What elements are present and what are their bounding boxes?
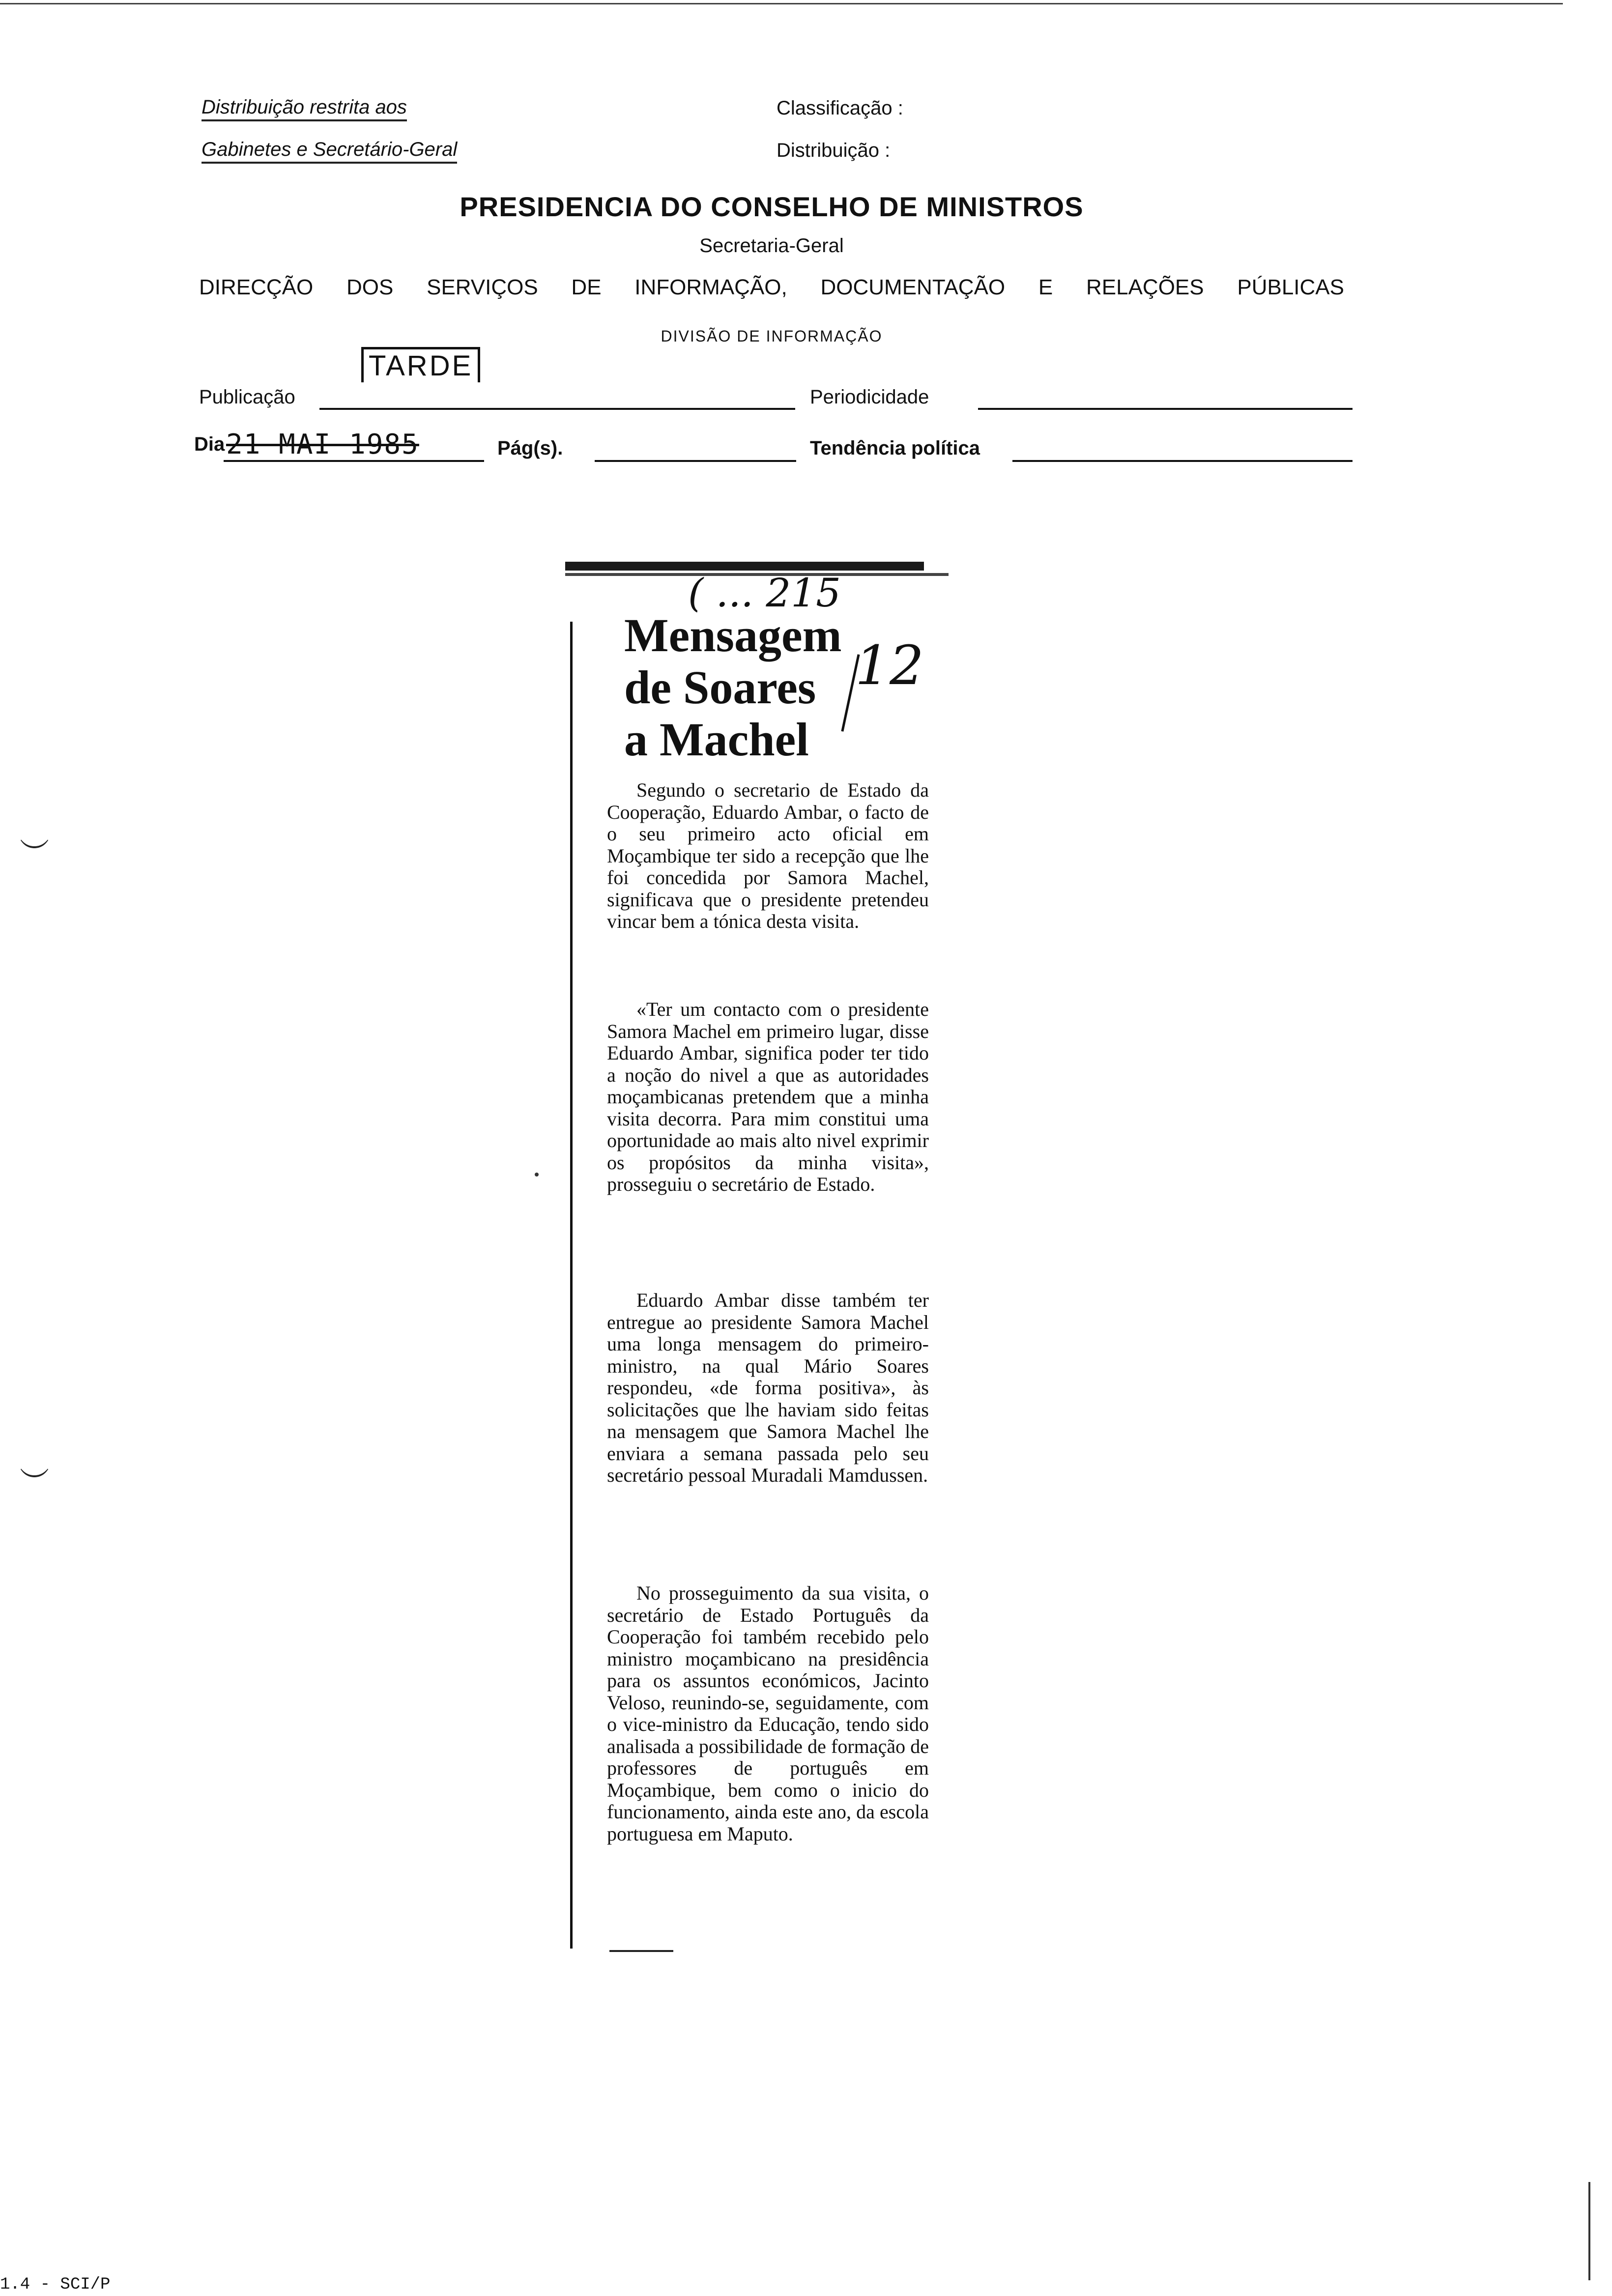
margin-hole-mark-1: ︶ bbox=[20, 837, 49, 871]
direccao-title: DIRECÇÃO DOS SERVIÇOS DE INFORMAÇÃO, DOCUMENTAÇÃO E RELAÇÕES PÚBLICAS bbox=[199, 275, 1344, 299]
dia-label: Dia bbox=[194, 433, 225, 455]
dia-stamp-date: 21 MAI 1985 bbox=[226, 429, 419, 460]
article-paragraph-4: No prosseguimento da sua visita, o secretário de Estado Português da Cooperação foi também recebido pelo ministro moçambicano na presidência para os assuntos económicos, Jacinto Veloso, reunindo-se, seguidamente, com o vice-ministro da Educação, tendo sido analisada a possibilidade de formação de professores de português em Moçambique, bem como o inicio do funcionamento, ainda este ano, da escola portuguesa em Maputo. bbox=[607, 1582, 929, 1845]
periodicidade-line bbox=[978, 408, 1353, 410]
article-paragraph-1: Segundo o secretario de Estado da Cooperação, Eduardo Ambar, o facto de o seu primeiro acto oficial em Moçambique ter sido a recepção que lhe foi concedida por Samora Machel, significava que o presidente pretendeu vincar bem a tónica desta visita. bbox=[607, 779, 929, 932]
restricted-distribution-line2: Gabinetes e Secretário-Geral bbox=[202, 139, 457, 164]
margin-hole-mark-2: ︶ bbox=[20, 1466, 49, 1500]
divisao-informacao: DIVISÃO DE INFORMAÇÃO bbox=[661, 327, 883, 345]
pags-label: Pág(s). bbox=[497, 437, 563, 459]
headline-line-3: a Machel bbox=[624, 713, 809, 766]
clipping-left-rule bbox=[570, 622, 573, 1949]
publicacao-stamp: TARDE bbox=[361, 347, 480, 382]
clipping-header-bar bbox=[565, 562, 924, 571]
distribuicao-label: Distribuição : bbox=[777, 140, 891, 161]
handwritten-reference-mark: ( ... 215 bbox=[688, 570, 841, 616]
dia-line bbox=[224, 460, 484, 462]
article-headline bbox=[624, 609, 842, 766]
organization-title: PRESIDENCIA DO CONSELHO DE MINISTROS bbox=[460, 191, 1084, 222]
periodicidade-label: Periodicidade bbox=[810, 386, 929, 408]
secretaria-geral: Secretaria-Geral bbox=[699, 235, 844, 257]
tendencia-line bbox=[1012, 460, 1353, 462]
article-paragraph-3: Eduardo Ambar disse também ter entregue ao presidente Samora Machel uma longa mensagem do primeiro-ministro, na qual Mário Soares respondeu, «de forma positiva», às solicitações que lhe haviam sido feitas na mensagem que Samora Machel lhe enviara a semana passada pelo seu secretário pessoal Muradali Mamdussen. bbox=[607, 1289, 929, 1486]
handwritten-side-mark: 12 bbox=[855, 634, 924, 697]
top-border-rule bbox=[0, 3, 1563, 4]
classificacao-label: Classificação : bbox=[777, 97, 903, 119]
article-end-rule bbox=[609, 1950, 673, 1952]
publicacao-line bbox=[319, 408, 795, 410]
right-edge-mark bbox=[1588, 2182, 1590, 2280]
headline-line-2: de Soares bbox=[624, 661, 816, 714]
footer-form-code: 1.4 - SCI/P bbox=[0, 2275, 111, 2294]
pags-line bbox=[595, 460, 796, 462]
restricted-distribution-line1: Distribuição restrita aos bbox=[202, 96, 407, 121]
stray-dot bbox=[535, 1173, 539, 1177]
article-paragraph-2: «Ter um contacto com o presidente Samora Machel em primeiro lugar, disse Eduardo Ambar, significa poder ter tido a noção do nivel a que as autoridades moçambicanas pretendem que a minha visita decorra. Para mim constitui uma oportunidade ao mais alto nivel exprimir os propósitos da minha visita», prosseguiu o secretário de Estado. bbox=[607, 998, 929, 1195]
publicacao-label: Publicação bbox=[199, 386, 295, 408]
tendencia-label: Tendência política bbox=[810, 437, 980, 459]
headline-line-1: Mensagem bbox=[624, 609, 842, 661]
